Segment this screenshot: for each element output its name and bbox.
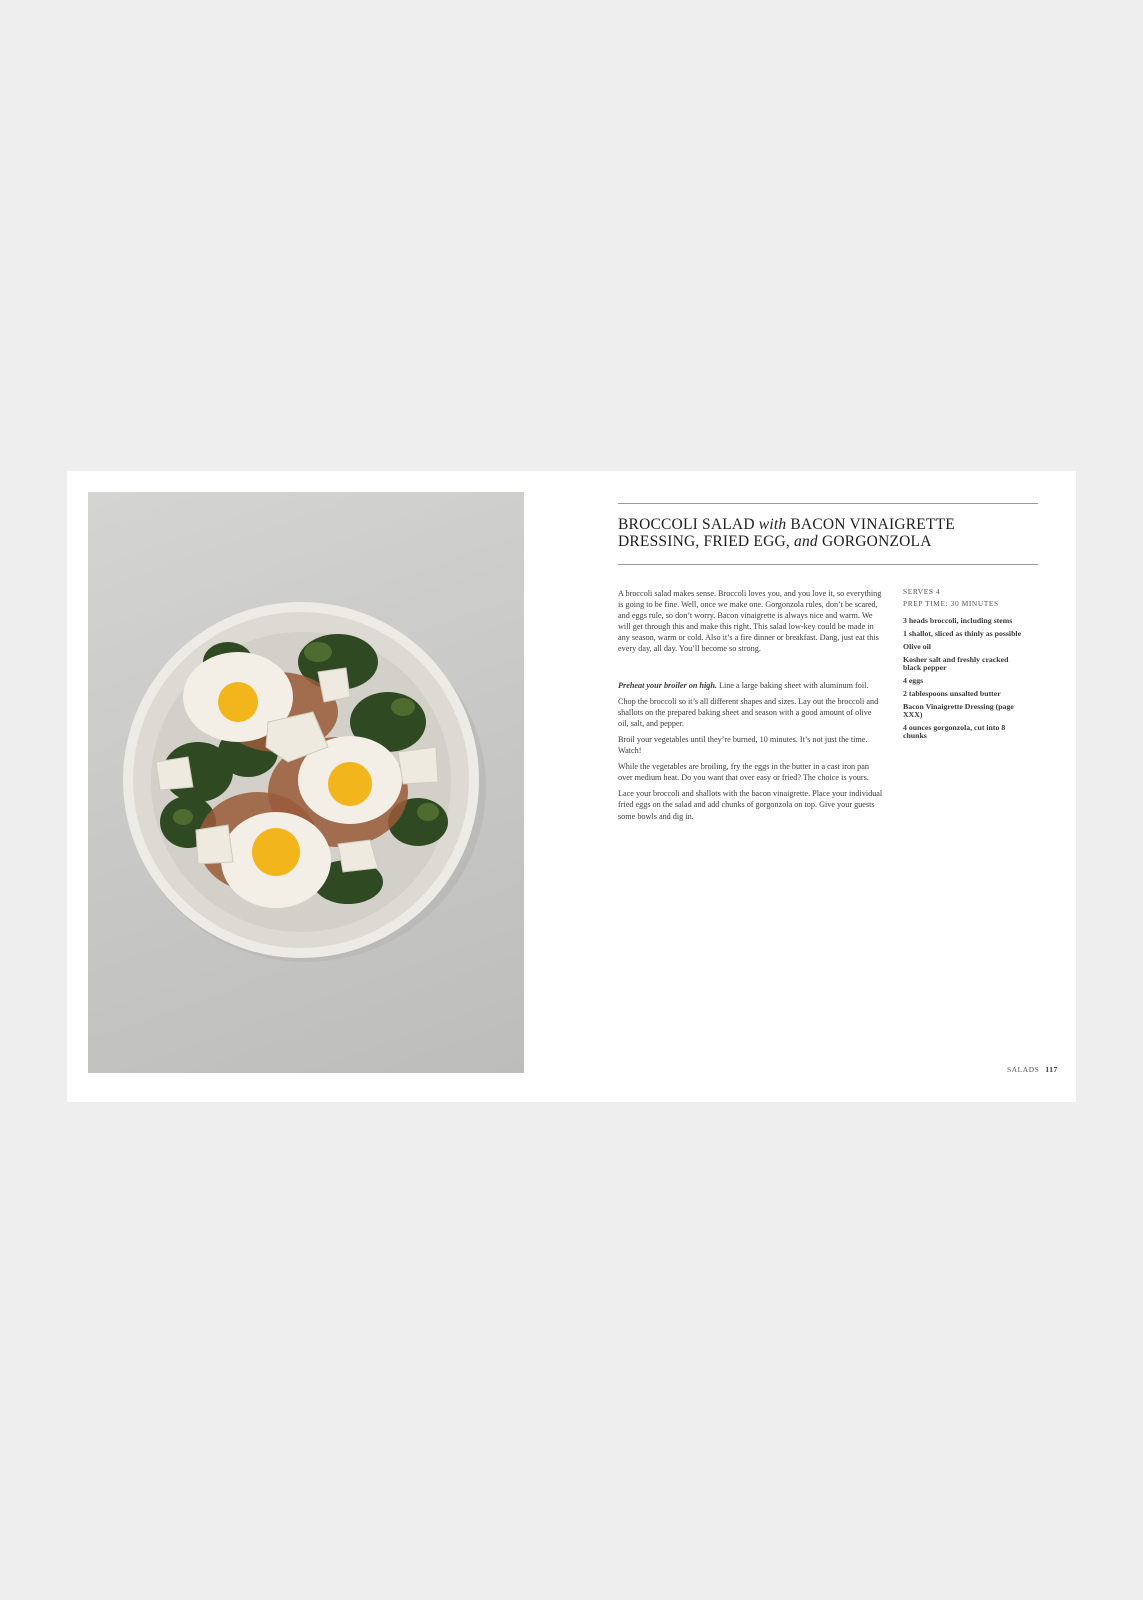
ingredient-item: Kosher salt and freshly cracked black pepper	[903, 654, 1009, 672]
ingredient-item: 4 eggs	[903, 675, 924, 685]
recipe-step: Broil your vegetables until they’re burned, 10 minutes. It’s not just the time. Watch!	[618, 734, 868, 756]
serves-label: SERVES 4	[903, 587, 941, 596]
ingredient-list	[903, 617, 1023, 741]
title-rule-top	[618, 503, 1038, 504]
ingredient-item: 1 shallot, sliced as thinly as possible	[903, 628, 1022, 638]
ingredient-item: 3 heads broccoli, including stems	[903, 615, 1013, 625]
recipe-intro: A broccoli salad makes sense. Broccoli loves you, and you love it, so everything is going to be fine. Well, once we make one. Gorgonzola rules, don’t be scared, and eggs rule, so don’t worry. Bacon vinaigrette is always nice and warm. We will get through this and make this right. This salad low-key could be made in any season, warm or cold. Also it’s a fire dinner or breakfast. Dang, just eat this every day, all day. You’ll become so strong.	[618, 589, 882, 654]
title-rule-bottom	[618, 564, 1038, 565]
section-name: SALADS	[1007, 1065, 1040, 1074]
recipe-step: Chop the broccoli so it’s all different shapes and sizes. Lay out the broccoli and shallots on the prepared baking sheet and season with a good amount of olive oil, salt, and pepper.	[618, 696, 879, 728]
recipe-step: While the vegetables are broiling, fry the eggs in the butter in a cast iron pan over medium heat. Do you want that over easy or fried? The choice is yours.	[618, 762, 869, 783]
prep-time-label: PREP TIME: 30 MINUTES	[903, 599, 999, 609]
recipe-step: Preheat your broiler on high. Line a large baking sheet with aluminum foil.	[618, 680, 869, 690]
book-spread	[67, 471, 1076, 1102]
page-number: 117	[1045, 1065, 1058, 1074]
recipe-title: BROCCOLI SALAD with BACON VINAIGRETTE DRESSING, FRIED EGG, and GORGONZOLA	[618, 516, 955, 550]
ingredient-item: Bacon Vinaigrette Dressing (page XXX)	[903, 701, 1014, 720]
page-footer	[1007, 1065, 1058, 1074]
food-photo	[88, 492, 524, 1073]
ingredient-item: 2 tablespoons unsalted butter	[903, 688, 1001, 698]
recipe-body	[618, 588, 883, 827]
recipe-sidebar	[903, 588, 1023, 745]
ingredient-item: 4 ounces gorgonzola, cut into 8 chunks	[903, 722, 1006, 741]
food-photo-illustration	[88, 492, 524, 1073]
recipe-step: Lace your broccoli and shallots with the bacon vinaigrette. Place your individual fried eggs on the salad and add chunks of gorgonzola on top. Give your guests some bowls and dig in.	[618, 789, 883, 821]
ingredient-item: Olive oil	[903, 641, 931, 651]
